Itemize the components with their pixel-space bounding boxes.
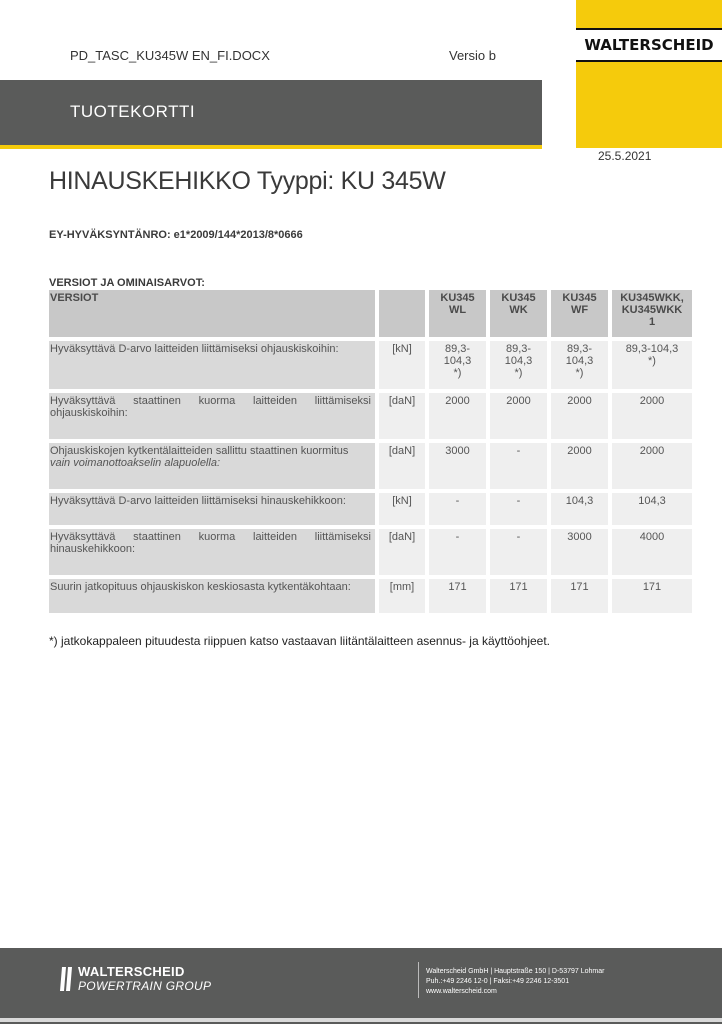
header-col-wl (425, 290, 486, 337)
website-link[interactable]: www.walterscheid.com (426, 988, 497, 995)
value-line: - (516, 531, 521, 543)
value-line: 89,3-104,3 (625, 343, 679, 355)
value-line: - (516, 445, 521, 457)
unit-cell: [kN] (375, 341, 425, 389)
value-line: 171 (509, 581, 528, 593)
description-text: Hyväksyttävä staattinen kuorma laitteiden liittämiseksi hinauskehikkoon: (50, 531, 371, 555)
value-line: - (455, 495, 460, 507)
value-cell (425, 393, 486, 439)
table-row (49, 341, 692, 389)
table-row (49, 493, 692, 525)
value-line: 2000 (445, 395, 470, 407)
header-line: KU345WKK (621, 304, 683, 316)
value-cell (547, 529, 608, 575)
header-col-wk (486, 290, 547, 337)
header-label: VERSIOT (49, 290, 375, 337)
value-line: 3000 (445, 445, 470, 457)
value-line: 89,3- (505, 343, 532, 355)
footer-logo-name: WALTERSCHEID (78, 964, 185, 979)
value-cell (608, 493, 692, 525)
value-cell (608, 341, 692, 389)
unit-cell: [daN] (375, 529, 425, 575)
banner-title: TUOTEKORTTI (70, 102, 196, 121)
table-row (49, 529, 692, 575)
unit-cell: [mm] (375, 579, 425, 613)
header-col-wkk (608, 290, 692, 337)
unit-cell: [daN] (375, 393, 425, 439)
contact-line: Puh.:+49 2246 12-0 | Faksi:+49 2246 12-3501 (426, 978, 570, 985)
value-line: 2000 (639, 395, 665, 407)
row-description (49, 443, 375, 489)
value-line: *) (514, 367, 523, 379)
value-cell (486, 579, 547, 613)
value-cell (547, 443, 608, 489)
document-date: 25.5.2021 (598, 149, 652, 163)
brand-color-block (576, 0, 722, 148)
value-line: 171 (642, 581, 662, 593)
footer-line (0, 1018, 722, 1022)
document-filename: PD_TASC_KU345W EN_FI.DOCX (70, 48, 270, 63)
footer-address (426, 967, 604, 997)
header-line: KU345WKK, (620, 292, 684, 304)
value-cell (425, 341, 486, 389)
value-cell (547, 579, 608, 613)
value-line: 89,3- (444, 343, 471, 355)
header-line: KU345 (501, 292, 536, 304)
value-line: 171 (570, 581, 589, 593)
description-text: Hyväksyttävä staattinen kuorma laitteiden liittämiseksi ohjauskiskoihin: (50, 395, 371, 419)
value-line: 104,3 (638, 495, 666, 507)
value-cell (486, 341, 547, 389)
description-note: vain voimanottoakselin alapuolella: (50, 457, 220, 469)
row-description (49, 341, 375, 389)
value-cell (486, 443, 547, 489)
unit-cell: [kN] (375, 493, 425, 525)
value-line: 2000 (639, 445, 665, 457)
value-line: 2000 (506, 395, 531, 407)
table-header-row (49, 290, 692, 337)
header-line: KU345 (562, 292, 597, 304)
header-line: KU345 (440, 292, 475, 304)
row-description (49, 393, 375, 439)
unit-cell: [daN] (375, 443, 425, 489)
header-line: WK (509, 304, 528, 316)
value-line: 104,3 (565, 495, 594, 507)
value-line: 4000 (639, 531, 665, 543)
description-text: Suurin jatkopituus ohjauskiskon keskiosasta kytkentäkohtaan: (50, 581, 351, 593)
footnote: *) jatkokappaleen pituudesta riippuen katso vastaavan liitäntälaitteen asennus- ja käyttöohjeet. (49, 634, 550, 648)
address-line: Walterscheid GmbH | Hauptstraße 150 | D-53797 Lohmar (426, 968, 605, 975)
footer-logo-tagline: POWERTRAIN GROUP (78, 979, 212, 993)
header-line: WL (448, 304, 467, 316)
value-line: 3000 (567, 531, 592, 543)
description-text: Ohjauskiskojen kytkentälaitteiden sallittu staattinen kuormitus (50, 445, 349, 457)
footer-divider (418, 962, 419, 998)
header-unit (375, 290, 425, 337)
value-cell (486, 493, 547, 525)
footer-logo (58, 964, 211, 993)
value-line: - (516, 495, 521, 507)
value-line: 104,3 (443, 355, 472, 367)
header-line: WF (570, 304, 589, 316)
walterscheid-logo (576, 28, 722, 62)
description-text: Hyväksyttävä D-arvo laitteiden liittämiseksi ohjauskiskoihin: (50, 343, 339, 355)
description-text: Hyväksyttävä D-arvo laitteiden liittämiseksi hinauskehikkoon: (50, 495, 346, 507)
value-line: 2000 (567, 395, 592, 407)
value-line: - (455, 531, 460, 543)
page-title: HINAUSKEHIKKO Tyyppi: KU 345W (49, 167, 446, 195)
row-description (49, 493, 375, 525)
value-line: *) (575, 367, 584, 379)
value-line: 2000 (567, 445, 592, 457)
value-cell (425, 579, 486, 613)
value-line: *) (453, 367, 462, 379)
value-line: 89,3- (566, 343, 593, 355)
value-cell (425, 529, 486, 575)
value-line: *) (648, 355, 656, 367)
logo-text: WALTERSCHEID (584, 36, 714, 54)
value-line: 104,3 (504, 355, 533, 367)
table-row (49, 579, 692, 613)
row-description (49, 529, 375, 575)
header-col-wf (547, 290, 608, 337)
banner-accent-line (0, 145, 542, 149)
value-cell (486, 529, 547, 575)
value-cell (425, 443, 486, 489)
value-cell (608, 443, 692, 489)
versions-table (49, 290, 692, 613)
value-cell (608, 579, 692, 613)
walterscheid-mark-icon (58, 965, 74, 993)
value-cell (608, 529, 692, 575)
value-line: 171 (448, 581, 467, 593)
value-cell (547, 341, 608, 389)
approval-number: EY-HYVÄKSYNTÄNRO: e1*2009/144*2013/8*0666 (49, 229, 303, 241)
value-cell (547, 393, 608, 439)
value-cell (608, 393, 692, 439)
value-cell (425, 493, 486, 525)
value-cell (547, 493, 608, 525)
table-row (49, 443, 692, 489)
value-cell (486, 393, 547, 439)
table-row (49, 393, 692, 439)
header-line: 1 (648, 316, 656, 328)
value-line: 104,3 (565, 355, 594, 367)
document-version: Versio b (449, 48, 496, 63)
row-description (49, 579, 375, 613)
section-title: VERSIOT JA OMINAISARVOT: (49, 277, 205, 289)
